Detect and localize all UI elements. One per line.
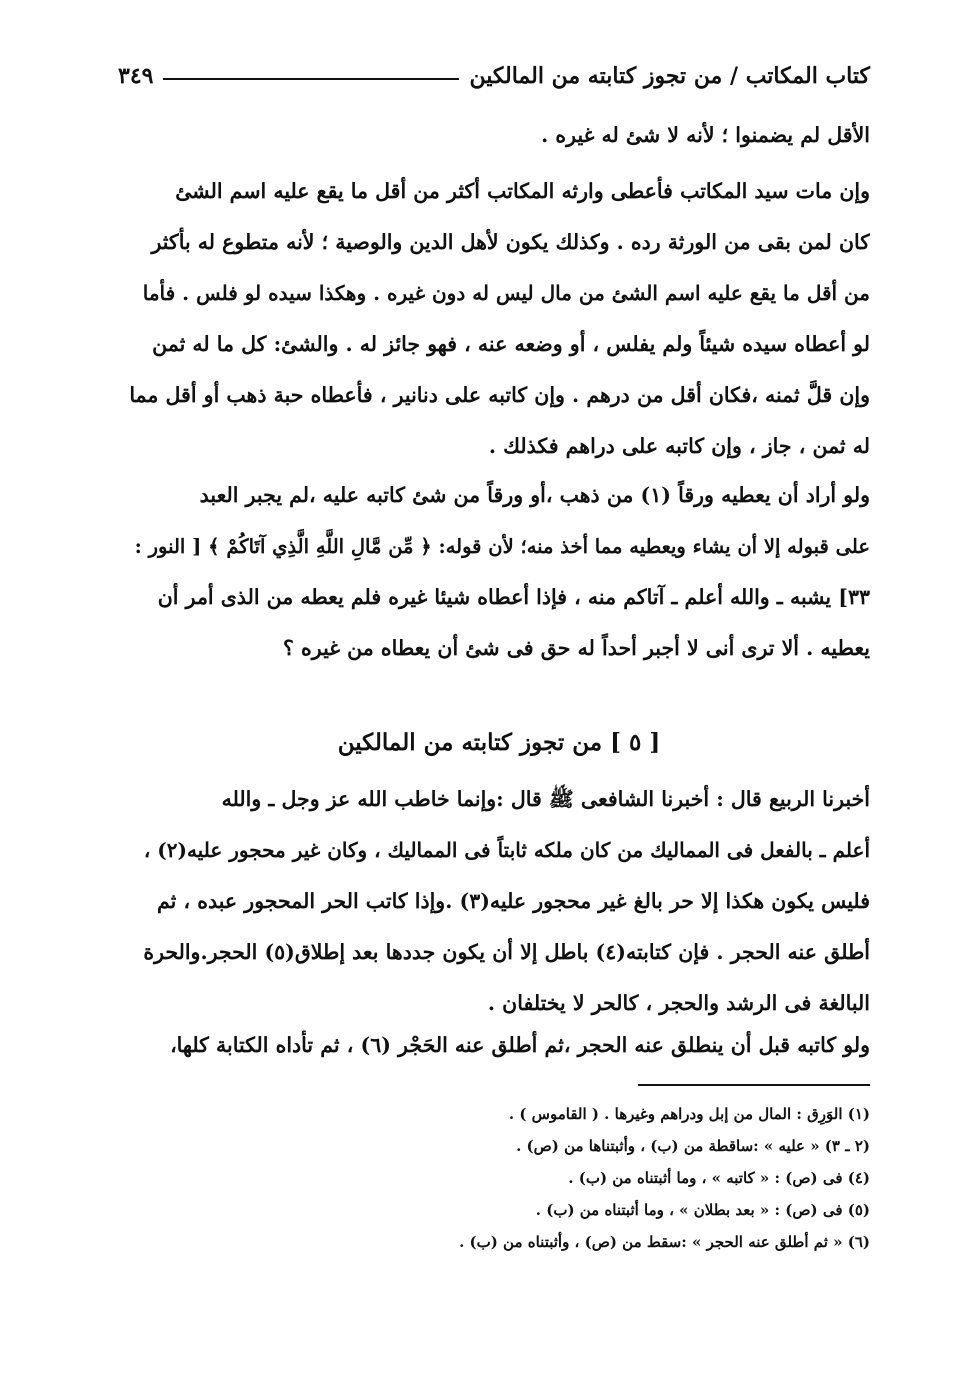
text-line: لو أعطاه سيده شيئاً ولم يفلس ، أو وضعه عنه ، فهو جائز له . والشئ: كل ما له ثمن	[152, 332, 870, 356]
paragraph	[128, 166, 870, 472]
text-line: الأقل لم يضمنوا ؛ لأنه لا شئ له غيره .	[541, 123, 870, 147]
text-line: يعطيه . ألا ترى أنى لا أجبر أحداً له حق فى شئ أن يعطاه من غيره ؟	[283, 636, 870, 660]
paragraph	[128, 110, 870, 161]
footnote: (٢ ـ ٣) « عليه » :ساقطة من (ب) ، وأثبتناها من (ص) .	[516, 1137, 870, 1155]
footnote: (٥) فى (ص) : « بعد بطلان » ، وما أثبتناه من (ب) .	[535, 1201, 870, 1219]
footnote: (٦) « ثم أطلق عنه الحجر » :سقط من (ص) ، وأثبتناه من (ب) .	[459, 1233, 870, 1251]
text-line: فليس يكون هكذا إلا حر بالغ غير محجور عليه(٣) .وإذا كاتب الحر المحجور عبده ، ثم	[157, 889, 870, 913]
paragraph	[128, 774, 870, 1029]
text-line: له ثمن ، جاز ، وإن كاتبه على دراهم فكذلك .	[488, 434, 870, 458]
text-line: كان لمن بقى من الورثة رده . وكذلك يكون لأهل الدين والوصية ؛ لأنه متطوع له بأكثر	[151, 230, 870, 254]
section-heading: [ ٥ ] من تجوز كتابته من المالكين	[337, 729, 661, 756]
footnote-separator	[638, 1084, 870, 1086]
paragraph	[128, 470, 870, 674]
text-line: أخبرنا الربيع قال : أخبرنا الشافعى ﷺ قال :وإنما خاطب الله عز وجل ـ والله	[221, 787, 870, 811]
footnotes	[128, 1098, 870, 1258]
text-line: وإن قلَّ ثمنه ،فكان أقل من درهم . وإن كاتبه على دنانير ، فأعطاه حبة ذهب أو أقل مما	[129, 383, 870, 407]
text-line: أطلق عنه الحجر . فإن كتابته(٤) باطل إلا أن يكون جددها بعد إطلاق(٥) الحجر.والحرة	[143, 940, 870, 964]
text-line: على قبوله إلا أن يشاء ويعطيه مما أخذ منه؛ لأن قوله: ﴿ مِّن مَّالِ اللَّهِ الَّذِي آتَاكُمْ ﴾ [ النور :	[134, 535, 870, 558]
text-line: ولو أراد أن يعطيه ورقاً (١) من ذهب ،أو ورقاً من شئ كاتبه عليه ،لم يجبر العبد	[199, 483, 870, 507]
text-line: أعلم ـ بالفعل فى المماليك من كان ملكه ثابتاً فى المماليك ، وكان غير محجور عليه(٢) ،	[143, 838, 870, 862]
paragraph	[128, 1020, 870, 1071]
text-line: البالغة فى الرشد والحجر ، كالحر لا يختلفان .	[487, 991, 870, 1015]
text-line: وإن مات سيد المكاتب فأعطى وارثه المكاتب أكثر من أقل ما يقع عليه اسم الشئ	[175, 179, 870, 203]
text-line: من أقل ما يقع عليه اسم الشئ من مال ليس له دون غيره . وهكذا سيده لو فلس . فأما	[142, 281, 870, 305]
page-number: ٣٤٩	[118, 63, 154, 89]
running-header	[118, 58, 870, 94]
running-header-title: كتاب المكاتب / من تجوز كتابته من المالكين	[469, 63, 870, 89]
footnote: (١) الوَرِق : المال من إبل ودراهم وغيرها . ( القاموس ) .	[508, 1105, 870, 1123]
header-rule	[163, 78, 459, 80]
text-line: ولو كاتبه قبل أن ينطلق عنه الحجر ،ثم أطلق عنه الحَجْر (٦) ، ثم تأداه الكتابة كلها،	[170, 1033, 870, 1057]
text-line: ٣٣] يشبه ـ والله أعلم ـ آتاكم منه ، فإذا أعطاه شيئا غيره فلم يعطه من الذى أمر أن	[157, 585, 870, 609]
footnote: (٤) فى (ص) : « كاتبه » ، وما أثبتناه من (ب) .	[568, 1169, 870, 1187]
